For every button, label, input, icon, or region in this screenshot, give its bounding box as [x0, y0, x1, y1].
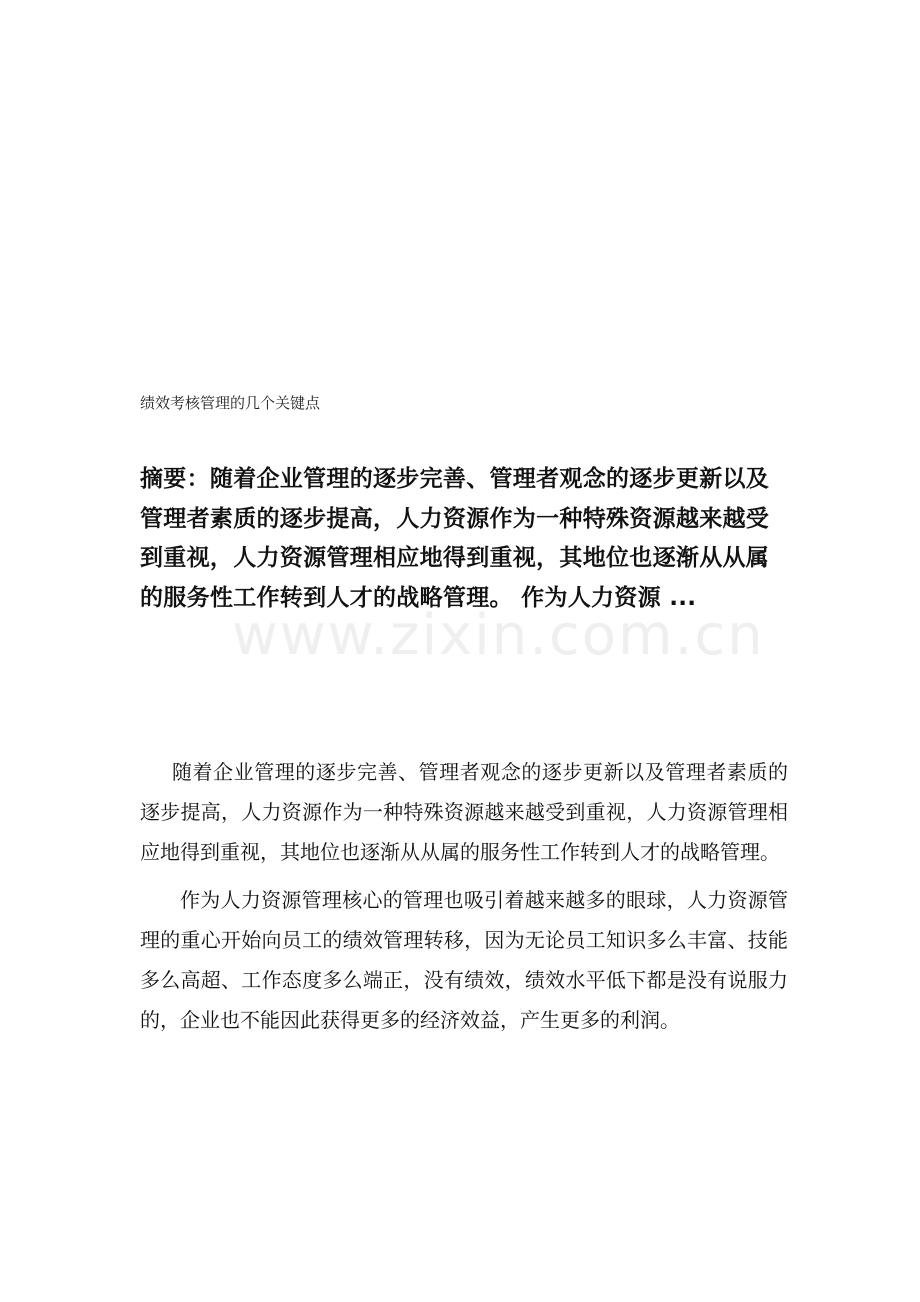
document-title: 绩效考核管理的几个关键点	[140, 394, 321, 412]
body-paragraph-1: 随着企业管理的逐步完善、管理者观念的逐步更新以及管理者素质的逐步提高，人力资源作为一种特殊资源越来越受到重视，人力资源管理相应地得到重视，其地位也逐渐从从属的服务性工作转到人才的战略管理。	[140, 760, 788, 864]
body-text	[140, 752, 788, 1040]
abstract-paragraph: 摘要：随着企业管理的逐步完善、管理者观念的逐步更新以及管理者素质的逐步提高，人力资源作为一种特殊资源越来越受到重视，人力资源管理相应地得到重视，其地位也逐渐从从属的服务性工作转到人才的战略管理。 作为人力资源 ...	[140, 466, 770, 611]
body-paragraph-2: 作为人力资源管理核心的管理也吸引着越来越多的眼球，人力资源管理的重心开始向员工的绩效管理转移，因为无论员工知识多么丰富、技能多么高超、工作态度多么端正，没有绩效，绩效水平低下都是没有说服力的，企业也不能因此获得更多的经济效益，产生更多的利润。	[140, 888, 788, 1032]
watermark-text: www.zixin.com.cn	[232, 603, 765, 668]
